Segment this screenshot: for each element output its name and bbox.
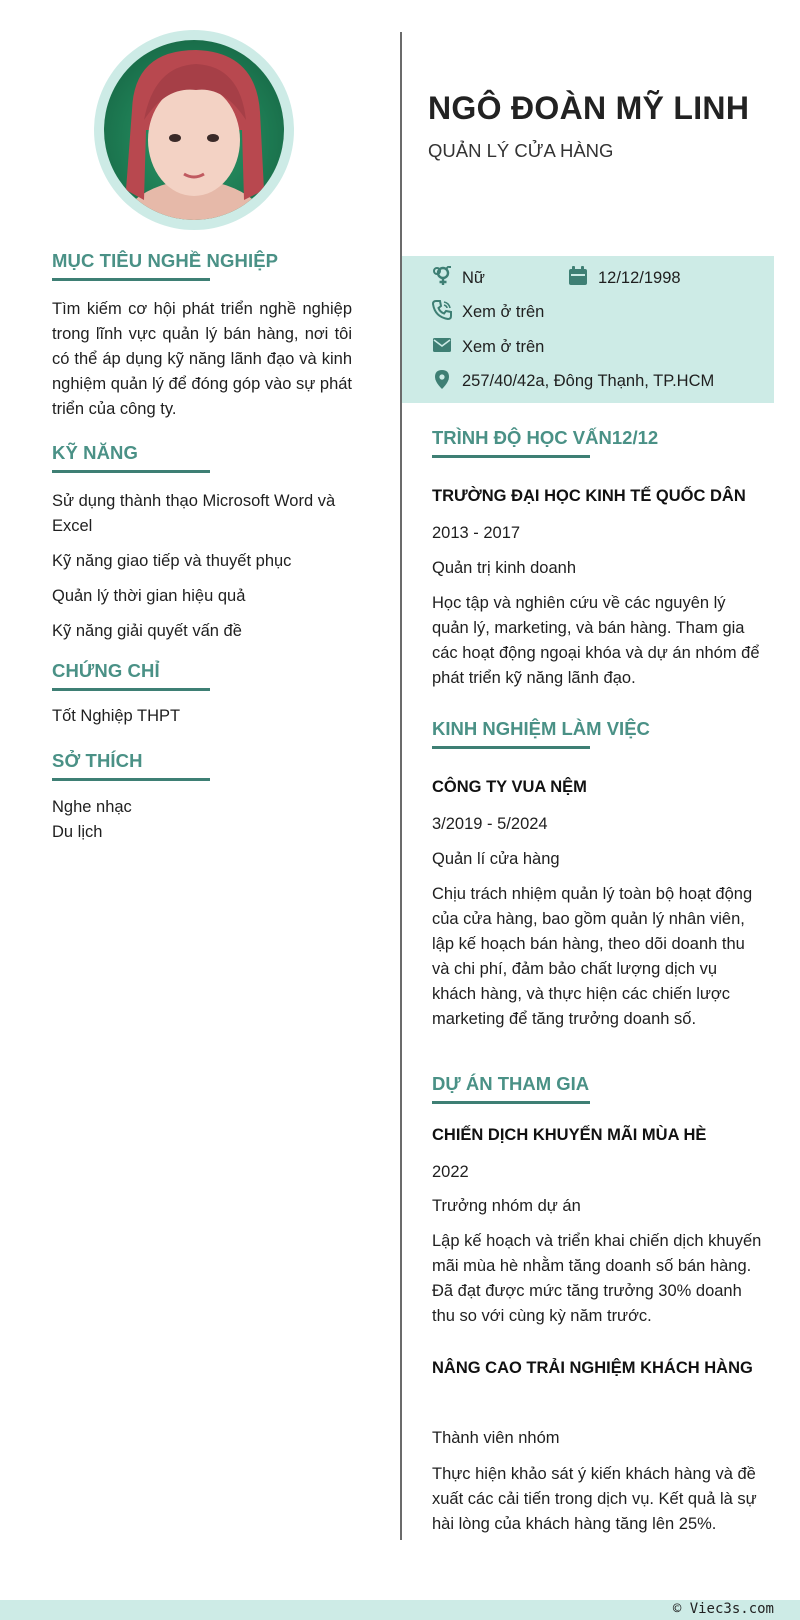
skill-item: Quản lý thời gian hiệu quả bbox=[52, 587, 246, 605]
objective-section bbox=[52, 250, 352, 281]
skills-section bbox=[52, 442, 352, 473]
candidate-job-title: QUẢN LÝ CỬA HÀNG bbox=[428, 140, 614, 161]
section-underline bbox=[52, 688, 210, 691]
section-underline bbox=[432, 1101, 590, 1104]
projects-section bbox=[432, 1073, 762, 1104]
section-underline bbox=[432, 455, 590, 458]
location-icon bbox=[432, 369, 452, 389]
avatar-portrait-icon bbox=[104, 40, 284, 220]
hobby-item: Nghe nhạc bbox=[52, 798, 132, 816]
project-description: Lập kế hoạch và triển khai chiến dịch khuyến mãi mùa hè nhằm tăng doanh số bán hàng. Đã đạt được mức tăng trưởng 30% doanh thu so với cùng kỳ năm trước. bbox=[432, 1232, 762, 1325]
section-underline bbox=[52, 778, 210, 781]
certificate-item: Tốt Nghiệp THPT bbox=[52, 707, 181, 725]
footer-copyright[interactable]: © Viec3s.com bbox=[672, 1601, 774, 1617]
avatar bbox=[104, 40, 284, 220]
education-school: TRƯỜNG ĐẠI HỌC KINH TẾ QUỐC DÂN bbox=[432, 487, 746, 505]
project-description: Thực hiện khảo sát ý kiến khách hàng và đề xuất các cải tiến trong dịch vụ. Kết quả là sự hài lòng của khách hàng tăng lên 25%. bbox=[432, 1465, 757, 1533]
contact-phone: Xem ở trên bbox=[462, 303, 545, 321]
project-year: 2022 bbox=[432, 1163, 469, 1181]
education-title: TRÌNH ĐỘ HỌC VẤN12/12 bbox=[432, 427, 659, 448]
education-section bbox=[432, 427, 762, 458]
section-underline bbox=[432, 746, 590, 749]
projects-title: DỰ ÁN THAM GIA bbox=[432, 1073, 590, 1094]
phone-icon bbox=[432, 300, 452, 320]
email-icon bbox=[432, 335, 452, 355]
section-underline bbox=[52, 278, 210, 281]
project-name: NÂNG CAO TRẢI NGHIỆM KHÁCH HÀNG bbox=[432, 1359, 753, 1377]
avatar-ring bbox=[94, 30, 294, 230]
hobbies-section bbox=[52, 750, 352, 781]
section-underline bbox=[52, 470, 210, 473]
experience-title: KINH NGHIỆM LÀM VIỆC bbox=[432, 718, 650, 739]
education-major: Quản trị kinh doanh bbox=[432, 559, 577, 577]
experience-position: Quản lí cửa hàng bbox=[432, 850, 560, 868]
hobby-item: Du lịch bbox=[52, 823, 103, 841]
project-role: Trưởng nhóm dự án bbox=[432, 1197, 581, 1215]
contact-box bbox=[402, 256, 774, 403]
project-role: Thành viên nhóm bbox=[432, 1429, 560, 1447]
objective-title: MỤC TIÊU NGHỀ NGHIỆP bbox=[52, 250, 279, 271]
calendar-icon bbox=[568, 266, 588, 286]
contact-email: Xem ở trên bbox=[462, 338, 545, 356]
gender-icon bbox=[432, 266, 452, 286]
skills-title: KỸ NĂNG bbox=[52, 442, 139, 463]
objective-text: Tìm kiếm cơ hội phát triển nghề nghiệp trong lĩnh vực quản lý bán hàng, nơi tôi có thể áp dụng kỹ năng lãnh đạo và kinh nghiệm quản lý để đóng góp vào sự phát triển của công ty. bbox=[52, 300, 353, 418]
hobbies-title: SỞ THÍCH bbox=[52, 750, 143, 771]
experience-period: 3/2019 - 5/2024 bbox=[432, 815, 548, 833]
skill-item: Kỹ năng giao tiếp và thuyết phục bbox=[52, 552, 292, 570]
candidate-name: NGÔ ĐOÀN MỸ LINH bbox=[428, 90, 750, 126]
project-name: CHIẾN DỊCH KHUYẾN MÃI MÙA HÈ bbox=[432, 1126, 707, 1144]
contact-address: 257/40/42a, Đông Thạnh, TP.HCM bbox=[462, 372, 715, 390]
experience-company: CÔNG TY VUA NỆM bbox=[432, 778, 587, 796]
experience-section bbox=[432, 718, 762, 749]
education-description: Học tập và nghiên cứu về các nguyên lý quản lý, marketing, và bán hàng. Tham gia các hoạt động ngoại khóa và dự án nhóm để phát triển kỹ năng lãnh đạo. bbox=[432, 594, 760, 687]
footer-bar bbox=[0, 1600, 800, 1620]
skill-item: Kỹ năng giải quyết vấn đề bbox=[52, 622, 242, 640]
contact-gender: Nữ bbox=[462, 269, 485, 287]
skill-item: Sử dụng thành thạo Microsoft Word và Excel bbox=[52, 492, 336, 535]
certificates-title: CHỨNG CHỈ bbox=[52, 660, 160, 681]
education-period: 2013 - 2017 bbox=[432, 524, 521, 542]
certificates-section bbox=[52, 660, 352, 691]
contact-birthday: 12/12/1998 bbox=[598, 269, 681, 287]
experience-description: Chịu trách nhiệm quản lý toàn bộ hoạt động của cửa hàng, bao gồm quản lý nhân viên, lập kế hoạch bán hàng, theo dõi doanh thu và chi phí, đảm bảo chất lượng dịch vụ khách hàng, và thực hiện các chiến lược marketing để tăng trưởng doanh số. bbox=[432, 885, 753, 1028]
